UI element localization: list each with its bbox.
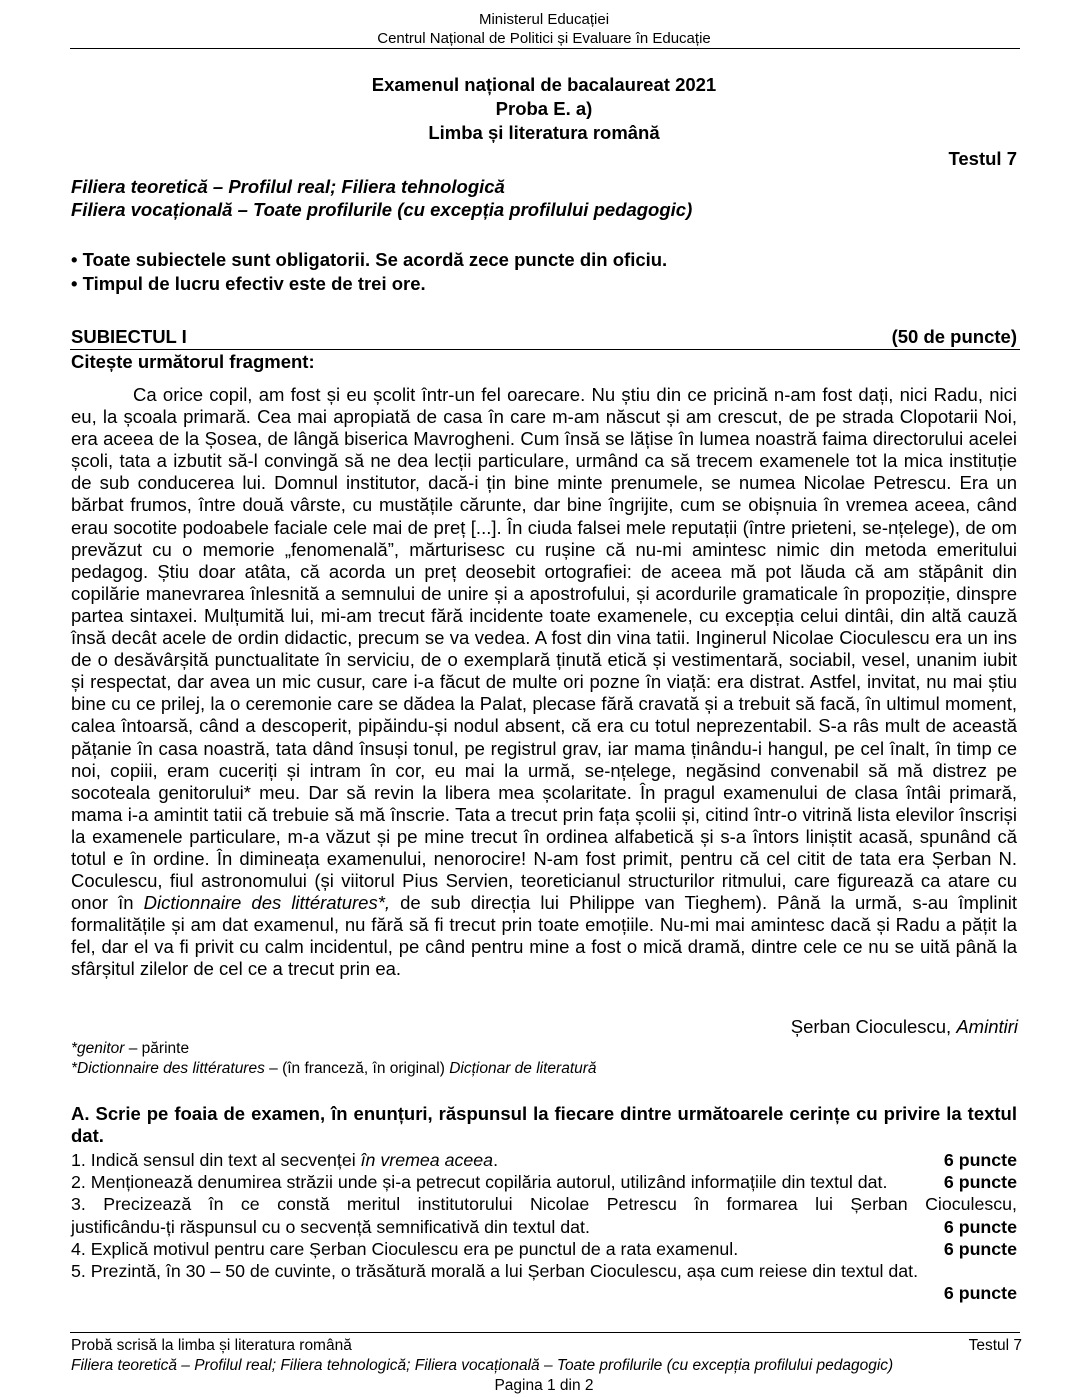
page-number: Pagina 1 din 2 xyxy=(494,1377,594,1394)
bullet-icon: • xyxy=(71,249,78,270)
filiera-line-2: Filiera vocațională – Toate profilurile (cu excepția profilului pedagogic) xyxy=(71,199,693,220)
ministry-name: Ministerul Educației xyxy=(478,11,610,28)
source-author: Șerban Cioculescu, xyxy=(790,1016,952,1037)
question-1-points: 6 puncte xyxy=(943,1150,1017,1170)
subject-heading xyxy=(71,326,1017,348)
source-work: Amintiri xyxy=(956,1016,1018,1037)
footer-divider xyxy=(70,1332,1020,1333)
footnote-dictionnaire: *Dictionnaire des littératures – (în franceză, în original) Dicționar de literatură xyxy=(71,1060,597,1077)
question-2: 2. Menționează denumirea străzii unde și-a petrecut copilăria autorul, utilizând informațiile din textul dat. 6 puncte xyxy=(71,1172,1017,1193)
part-a-intro: A. Scrie pe foaia de examen, în enunțuri, răspunsul la fiecare dintre următoarele cerințe cu privire la textul dat. xyxy=(71,1103,1017,1146)
question-4: 4. Explică motivul pentru care Șerban Cioculescu era pe punctul de a rata examenul. 6 puncte xyxy=(71,1238,1017,1259)
subject-points: (50 de puncte) xyxy=(891,326,1017,347)
question-2-points: 6 puncte xyxy=(943,1172,1017,1193)
question-list xyxy=(71,1149,1017,1304)
question-5-points: 6 puncte xyxy=(943,1283,1017,1304)
subject-title: SUBIECTUL I xyxy=(71,326,187,347)
subject-divider xyxy=(70,349,1020,350)
question-3-points: 6 puncte xyxy=(943,1216,1017,1237)
footer-line-1 xyxy=(71,1336,1022,1355)
passage-source xyxy=(791,1016,1018,1038)
passage: Ca orice copil, am fost și eu școlit într-un fel oarecare. Nu știu din ce pricină n-am fost dați, nici Radu, nici eu, la școala primară. Cea mai apropiată de casa în care m-am născut și am crescut, de pe strada Clopotarii Noi, era aceea de la Șosea, de lângă biserica Mavrogheni. Cum însă se lățise în lumea noastră faima directorului acelei școli, tata a izbutit să-l convingă să ne dea lecții particulare, urmând ca să trecem examenele tot la mica instituție de sub conducerea lui. Domnul institutor, dacă-i țin bine minte prenumele, se numea Nicolae Petrescu. Era un bărbat frumos, între două vârste, cu mustățile cărunte, dar bine îngrijite, cum se obișnuia în vremea aceea, când erau socotite podoabele faciale cele mai de preț [...]. În ciuda falsei mele reputații (între prieteni, se-nțelege), de om prevăzut cu o memorie „fenomenală”, mărturisesc cu rușine că nu-mi amintesc nimic din metoda emeritului pedagog. Știu doar atâta, că acorda un preț deosebit ortografiei: de aceea mă pot lăuda că am stăpânit din copilărie manevrarea înlesnită a semnului de unire și a apostrofului, și acordurile gramaticale în propoziție, dinspre partea sintaxei. Mulțumită lui, mi-am trecut fără incidente toate examenele, cu excepția celui dintâi, din altă cauză însă decât acele de ordin didactic, precum se va vedea. A fost din vina tatii. Inginerul Nicolae Cioculescu era un ins de o desăvârșită punctualitate în serviciu, de o exemplară ținută etică și vestimentară, sociabil, vesel, unanim iubit și respectat, dar avea un mic cusur, care i-a făcut de multe ori pozne în viață: era distrat. Astfel, invitat, nu mai știu bine cu ce prilej, la o ceremonie care se dădea la Palat, plecase fără cravată și a trebuit să facă, în ultimul moment, calea întoarsă, când a descoperit, pipăindu-și nodul absent, că era cu totul neprezentabil. S-a râs mult de această pățanie în casa noastră, tata dând însuși tonul, pe registrul grav, iar mama ținându-i hangul, pe cel înalt, în timp ce noi, copiii, eram cuceriți și intram în cor, eu mai la urmă, se-nțelege, negăsind convenabil să mă distrez pe socoteala genitorului* meu. Dar să revin la libera mea școlaritate. În pragul examenului de clasa întâi primară, mama i-a amintit tatii că trebuie să mă înscrie. Tata a trecut prin fața școlii și, citind într-o vitrină lista elevilor înscriși la examenele particulare, m-a văzut și pe mine trecut în ordinea alfabetică și s-a întors liniștit acasă, spunând că totul e în ordine. În dimineața examenului, nenorocire! N-am fost primit, pentru că cel citit de tata era Șerban N. Coculescu, fiul astronomului (și viitorul Pius Servien, teoreticianul structurilor ritmului, care figurează ca atare cu onor în Dictionnaire des littératures*, de sub direcția lui Philippe van Tieghem). Până la urmă, s-au împlinit formalitățile și am dat examenul, nu fără să fi trecut prin toate emoțiile. Nu-mi mai amintesc dacă și Radu a pățit la fel, dar el va fi privit cu calm incidentul, pe când pentru mine a fost o mică dramă, dintre cele ce nu se uită până la sfârșitul zilelor de cel ce a trecut prin ea. xyxy=(71,384,1017,980)
question-5: 5. Prezintă, în 30 – 50 de cuvinte, o trăsătură morală a lui Șerban Cioculescu, așa cum reiese din textul dat. xyxy=(71,1261,919,1282)
footer-filiera: Filiera teoretică – Profilul real; Filiera tehnologică; Filiera vocațională – Toate profilurile (cu excepția profilului pedagogic) xyxy=(71,1357,894,1374)
test-number: Testul 7 xyxy=(948,148,1017,169)
read-instruction: Citește următorul fragment: xyxy=(71,351,315,372)
header-divider xyxy=(70,48,1020,49)
footer-test: Testul 7 xyxy=(968,1337,1022,1354)
question-3-line-1: 3. Precizează în ce constă meritul institutorului Nicolae Petrescu în formarea lui Șerban Cioculescu, xyxy=(71,1194,1017,1215)
footer-subject: Probă scrisă la limba și literatura română xyxy=(71,1337,352,1354)
footnote-genitor: *genitor – părinte xyxy=(71,1040,190,1057)
question-4-points: 6 puncte xyxy=(943,1238,1017,1259)
question-3: justificându-ți răspunsul cu o secvență semnificativă din textul dat. 6 puncte xyxy=(71,1216,1017,1237)
instruction-2: • Timpul de lucru efectiv este de trei ore. xyxy=(71,273,426,294)
filiera-line-1: Filiera teoretică – Profilul real; Filiera tehnologică xyxy=(71,176,505,197)
question-1: 1. Indică sensul din text al secvenței în vremea aceea. 6 puncte xyxy=(71,1150,1017,1170)
center-name: Centrul Național de Politici și Evaluare în Educație xyxy=(377,30,711,47)
bullet-icon: • xyxy=(71,273,78,294)
passage-italic-title: Dictionnaire des littératures*, xyxy=(143,892,391,914)
instruction-1: • Toate subiectele sunt obligatorii. Se acordă zece puncte din oficiu. xyxy=(71,249,668,270)
exam-proba: Proba E. a) xyxy=(495,98,593,119)
exam-subject: Limba și literatura română xyxy=(428,122,660,143)
exam-title: Examenul național de bacalaureat 2021 xyxy=(371,74,717,95)
